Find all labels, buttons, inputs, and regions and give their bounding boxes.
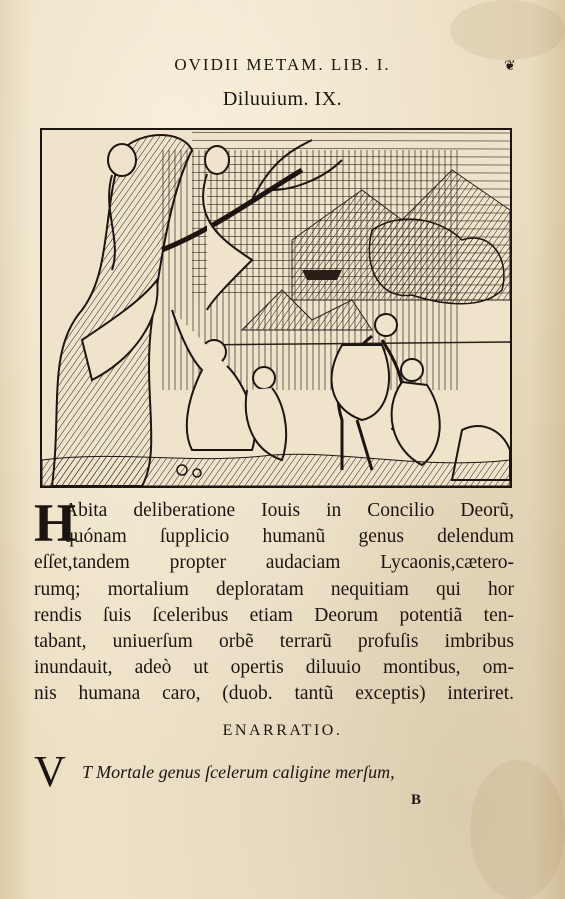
text-line: nis humana caro, (duob. tantũ exceptis) interiret. xyxy=(34,683,514,705)
text-line: rendis ſuis ſceleribus etiam Deorum potentiã ten- xyxy=(34,604,514,626)
argument-paragraph xyxy=(34,493,514,708)
text-line: rumq; mortalium deploratam nequitiam qui hor xyxy=(34,578,514,600)
verse-initial: V xyxy=(34,747,66,796)
text-line: eſſet,tandem propter audaciam Lycaonis,cætero- xyxy=(34,552,514,574)
enarratio-heading: ENARRATIO. xyxy=(222,722,343,739)
flood-woodcut-illustration xyxy=(40,128,512,488)
text-line: Abita deliberatione Iouis in Concilio Deorũ, xyxy=(64,500,514,521)
text-line: tabant, uniuerſum orbẽ terrarũ profuſis imbribus xyxy=(34,631,514,653)
fleuron-mark: ❦ xyxy=(504,59,516,74)
text-line: inundauit, adeò ut opertis diluuio montibus, om- xyxy=(34,657,514,679)
running-title: OVIDII METAM. LIB. I. xyxy=(174,55,391,74)
verse-line: T Mortale genus ſcelerum caligine merſum, xyxy=(82,762,395,782)
chapter-title: Diluuium. IX. xyxy=(222,88,343,110)
paper-stain xyxy=(470,760,565,899)
paper-stain xyxy=(450,0,565,60)
text-line: quónam ſupplicio humanũ genus delendum xyxy=(64,526,514,548)
signature-mark: B xyxy=(411,792,422,808)
drop-cap-initial: H xyxy=(34,493,77,553)
